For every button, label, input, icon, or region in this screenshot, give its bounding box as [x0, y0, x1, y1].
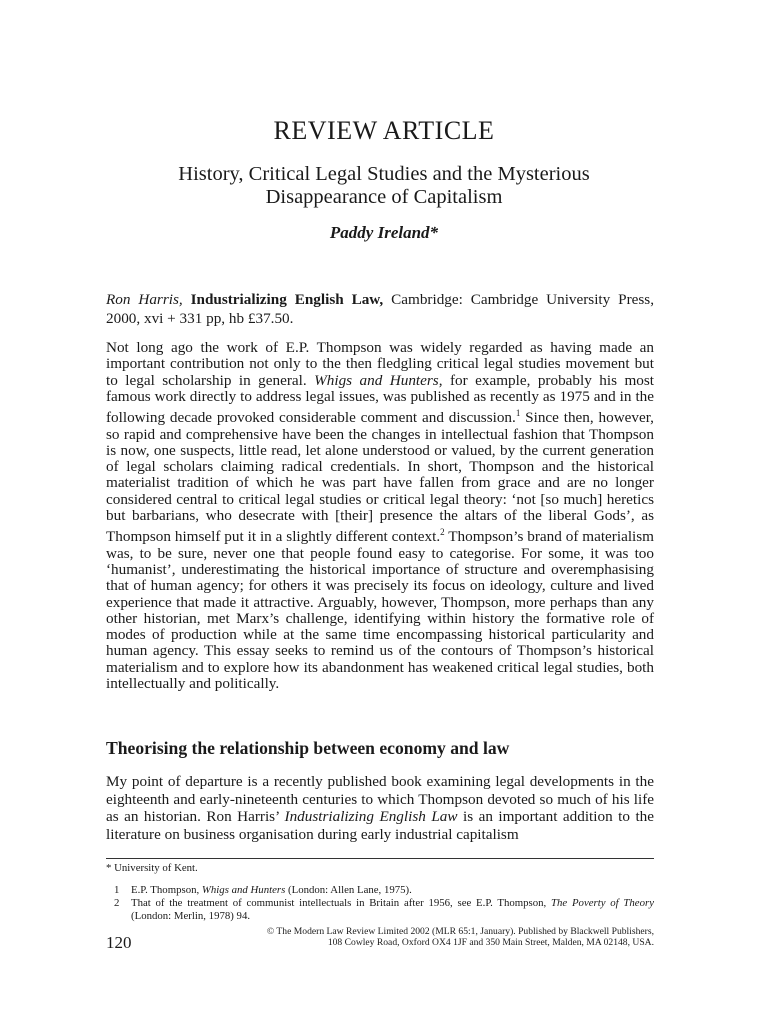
book-reference: [106, 291, 654, 328]
footnote-2-pre: That of the treatment of communist intellectuals in Britain after 1956, see E.P. Thompson,: [131, 897, 547, 909]
article-author: Paddy Ireland*: [329, 223, 439, 242]
footnote-1-text: [131, 884, 654, 897]
copyright-notice: [190, 926, 654, 948]
section-heading: Theorising the relationship between economy and law: [106, 738, 510, 758]
footnote-2-post: (London: Merlin, 1978) 94.: [131, 910, 251, 922]
footnote-1-title: Whigs and Hunters: [201, 884, 286, 896]
footnote-divider: [106, 858, 654, 859]
paragraph-1-italic-title: Whigs and Hunters: [314, 371, 439, 389]
footnote-1-post: (London: Allen Lane, 1975).: [288, 884, 412, 896]
article-title: [120, 163, 648, 209]
footnote-1-number: 1: [114, 884, 120, 896]
body-paragraph-1: [106, 340, 654, 692]
footnote-1: [106, 884, 654, 897]
paragraph-2-italic-title: Industrializing English Law: [284, 808, 458, 825]
author-affiliation-footnote: * University of Kent.: [106, 862, 198, 874]
footnote-2-text: [131, 897, 654, 923]
paragraph-1-text-a: Not long ago the work of E.P. Thompson was widely regarded as having made an important contribution not only to the then fledgling critical legal studies movement but to legal scholarship in general.: [106, 339, 654, 389]
paragraph-2-text-b: is an important addition to the literature on business organisation during early industrial capitalism: [106, 808, 655, 843]
title-line-1: History, Critical Legal Studies and the Mysterious: [178, 163, 590, 185]
footnote-ref-1[interactable]: 1: [515, 408, 521, 419]
footnote-1-pre: E.P. Thompson,: [131, 884, 200, 896]
footnote-2-title: The Poverty of Theory: [551, 897, 654, 909]
footnote-2-number: 2: [114, 897, 120, 909]
page-number: 120: [106, 933, 132, 952]
article-label: REVIEW ARTICLE: [273, 116, 495, 145]
footnote-2: [106, 897, 654, 923]
paragraph-1-text-b: , for example, probably his most famous work directly to address legal issues, was published as recently as 1975 and in the following decade provoked considerable comment and discussion.: [106, 371, 655, 427]
paragraph-1-text-d: Thompson’s brand of materialism was, to be sure, never one that people found easy to categorise. For some, it was too ‘humanist’, underestimating the historical importance of structure and overemphasising that of human agency; for others it was precisely its focus on ideology, culture and lived experience that made it attractive. Arguably, however, Thompson, more perhaps than any other historian, met Marx’s challenge, identifying within history the formative role of modes of production while at the same time encompassing historical particularity and human agency. This essay seeks to remind us of the contours of Thompson’s historical materialism and to explore how its abandonment has weakened critical legal studies, both intellectually and politically.: [106, 528, 654, 693]
footnote-ref-2[interactable]: 2: [440, 527, 445, 538]
body-paragraph-2: [106, 773, 654, 843]
book-title: Industrializing English Law,: [190, 291, 384, 308]
copyright-line-1: © The Modern Law Review Limited 2002 (MLR 65:1, January). Published by Blackwell Publishers,: [266, 926, 654, 937]
paragraph-2-text-a: My point of departure is a recently published book examining legal developments in the eighteenth and early-nineteenth centuries to which Thompson devoted so much of his life as an historian. Ron Harris’: [106, 773, 654, 825]
book-author: Ron Harris,: [106, 291, 183, 308]
copyright-line-2: 108 Cowley Road, Oxford OX4 1JF and 350 Main Street, Malden, MA 02148, USA.: [327, 937, 654, 948]
paragraph-1-text-c: Since then, however, so rapid and comprehensive have been the changes in intellectual fashion that Thompson is now, one suspects, little read, let alone understood or valued, by the current generation of legal scholars claiming radical credentials. In short, Thompson and the historical materialist tradition of which he was part have fallen from grace and are no longer considered central to critical legal studies or critical legal theory: ‘not [so much] heretics but barbarians, who desecrate with [their] presence the altars of the liberal Gods’, as Thompson himself put it in a slightly different context.: [106, 409, 654, 546]
book-publication-details: Cambridge: Cambridge University Press, 2000, xvi + 331 pp, hb £37.50.: [106, 291, 655, 327]
title-line-2: Disappearance of Capitalism: [265, 186, 503, 208]
